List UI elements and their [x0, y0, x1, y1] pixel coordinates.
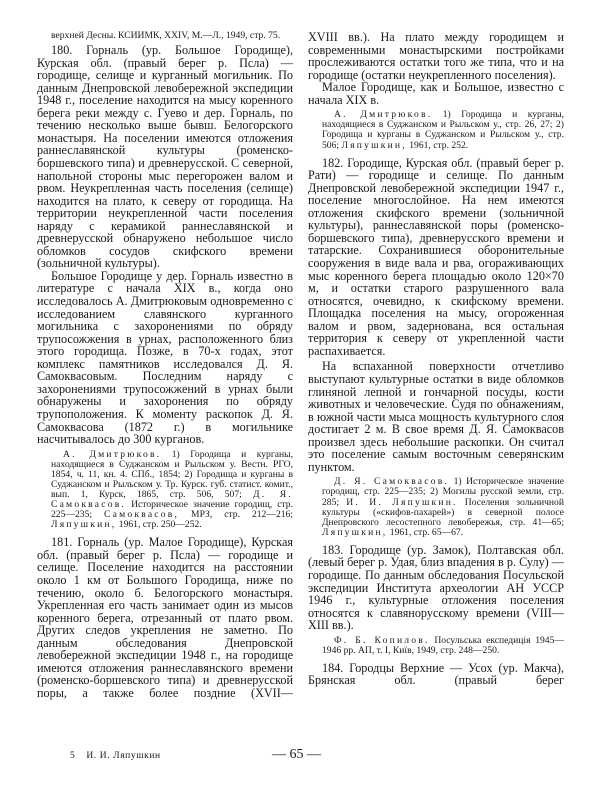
citation-text: 1) Историческое значение городищ, стр. 225—235; 2) Могилы русской земли, стр. 285;: [322, 476, 564, 508]
cited-author: Ляпушкин,: [51, 519, 117, 531]
cited-author: Самоквасов,: [104, 509, 180, 521]
entry-181-history: Малое Городище, как и Большое, известно с начала XIX в.: [308, 80, 564, 107]
citation-text: 1) Городища и курганы, находящиеся в Суджанском и Рыльском у. Вестн. РГО, 1854, ч. 11, кн. 4. СПб., 1854; 2) Городища и курганы в Суджанском и Рыльском у. Тр. Курск. губ. статист. комит., вып. 1, Курск, 1865, стр. 506, 507;: [51, 448, 293, 500]
citation-text: 1961, стр. 65—67.: [387, 526, 464, 538]
footnote-183: [308, 636, 564, 656]
cited-author: Д. Я. Самоквасов.: [334, 476, 450, 488]
footnote-181: [308, 110, 564, 150]
citation-text: МРЗ, стр. 212—216;: [179, 509, 293, 521]
signature-author: И. И. Ляпушкин: [86, 751, 161, 761]
entry-180-history: Большое Городище у дер. Горналь известно в литературе с начала XIX в., когда оно исследовалось А. Дмитрюковым одновременно с исследованием славянского курганного могильника с захоронениями по обряду трупосожжения в урнах, расположенного близ этого городища. Позже, в 70-х годах, этот комплекс памятников исследовался Д. Я. Самоквасовым. Последним наряду с захоронениями трупосожжений в урнах были обнаружены и захоронения по обряду трупоположения. К моменту раскопок Д. Я. Самоквасова (1872 г.) в могильнике насчитывалось до 300 курганов.: [37, 268, 293, 447]
citation-text: 1961, стр. 252.: [406, 139, 469, 151]
entry-181: 181. Горналь (ур. Малое Городище), Курская обл. (правый берег р. Псла) — городище и селище. Поселение находится на расстоянии около 1 км от Большого Городища, ниже по течению, около б. Белогорского монастыря. Укрепленная его часть занимает один из мысов коренного берега, отрезанный от плато рвом. Других следов укрепления не заметно. По данным обследования Днепровской левобережной экспедиции 1948 г., на городище имеются отложения раннеславянского времени (роменско-боршевского типа) и древнерусской поры, а также более поздние (XVII—: [37, 535, 293, 700]
cited-author: А. Дмитрюков.: [334, 109, 433, 121]
entry-182-surface: На вспаханной поверхности отчетливо выступают культурные остатки в виде обломков глиняной лепной и гончарной посуды, кости животных и человеческие. Судя по обнажениям, в южной части мыса мощность культурного слоя достигает 2 м. В свое время Д. Я. Самоквасов произвел здесь небольшие раскопки. Он считал это поселение самым восточным северянским пунктом.: [308, 359, 564, 474]
cited-author: Ф. Б. Копилов.: [334, 634, 430, 646]
footnote-182: [308, 477, 564, 538]
entry-180: 180. Горналь (ур. Большое Городище), Курская обл. (правый берег р. Псла) — городище, селище и курганный могильник. По данным Днепровской левобережной экспедиции 1948 г., поселение находится на мысу коренного берега реки между с. Гуево и дер. Горналь, по течению несколько выше бывш. Белогорского монастыря. На поселении имеются отложения раннеславянской культуры (роменско-боршевского типа) и древнерусской. С северной, напольной стороны мыс перегорожен валом и рвом. Неукрепленная часть поселения (селище) находится на плато, к северу от городища. На территории неукрепленной части поселения наряду с керамикой раннеславянской и древнерусской обнаружено небольшое число обломков сосудов скифского времени (зольничной культуры).: [37, 43, 293, 271]
citation-text: Историческое значение городищ, стр. 225—235;: [51, 499, 293, 521]
entry-182: 182. Городище, Курская обл. (правый берег р. Рати) — городище и селище. По данным Днепровской левобережной экспедиции 1947 г., поселение многослойное. На нем имеются отложения скифского времени (зольничной культуры), раннеславянской поры (роменско-боршевского типа), древнерусского времени и татарские. Сохранившиеся оборонительные сооружения в виде вала и рва, огораживающих мыс коренного берега площадью около 120×70 м, и остатки старого разрушенного вала относятся, очевидно, к скифскому времени. Площадка поселения на мысу, огороженная валом и рвом, задернована, вся остальная территория к северу от укрепленной части распахивается.: [308, 155, 564, 358]
cited-author: Ляпушкин,: [322, 526, 388, 538]
citation-text: Посульська експедиція 1945—1946 рр. АП, т. I, Київ, 1949, стр. 248—250.: [322, 634, 564, 656]
citation-text: 1961, стр. 250—252.: [116, 519, 202, 531]
entry-183: 183. Городище (ур. Замок), Полтавская обл. (левый берег р. Удая, близ впадения в р. Сулу) — городище. По данным обследования Посульской экспедиции Института археологии АН УССР 1946 г., культурные отложения поселения относятся к славянорусскому времени (VIII—XIII вв.).: [308, 542, 564, 633]
page-number: — 65 —: [272, 747, 321, 762]
right-column: [308, 31, 564, 687]
cited-author: И. И. Ляпушкин.: [346, 496, 458, 508]
continued-footnote: верхней Десны. КСИИМК, XXIV, М.—Л., 1949, стр. 75.: [51, 30, 281, 41]
entry-181-continued: XVIII вв.). На плато между городищем и современными монастырскими постройками прослеживаются остатки того же типа, что и на городище (остатки неукрепленного поселения).: [308, 30, 564, 82]
entry-184: 184. Городцы Верхние — Усох (ур. Макча), Брянская обл. (правый берег: [308, 660, 564, 688]
cited-author: Д. Я. Самоквасов.: [51, 488, 294, 511]
left-column: [37, 31, 293, 699]
citation-text: 1) Городища и курганы, находящиеся в Суджанском и Рыльском у., стр. 26, 27; 2) Городища и курганы в Суджанском и Рыльском у., стр. 506;: [322, 109, 564, 151]
signature-mark: [70, 751, 161, 761]
footnote-180: [37, 450, 293, 531]
cited-author: А. Дмитрюков.: [63, 448, 162, 460]
citation-text: Поселения зольничной культуры («скифов-пахарей») в северной полосе Днепровского лесостепного левобережья, стр. 41—65;: [322, 496, 564, 528]
cited-author: Ляпушкин,: [341, 139, 407, 151]
signature-number: 5: [70, 751, 76, 761]
